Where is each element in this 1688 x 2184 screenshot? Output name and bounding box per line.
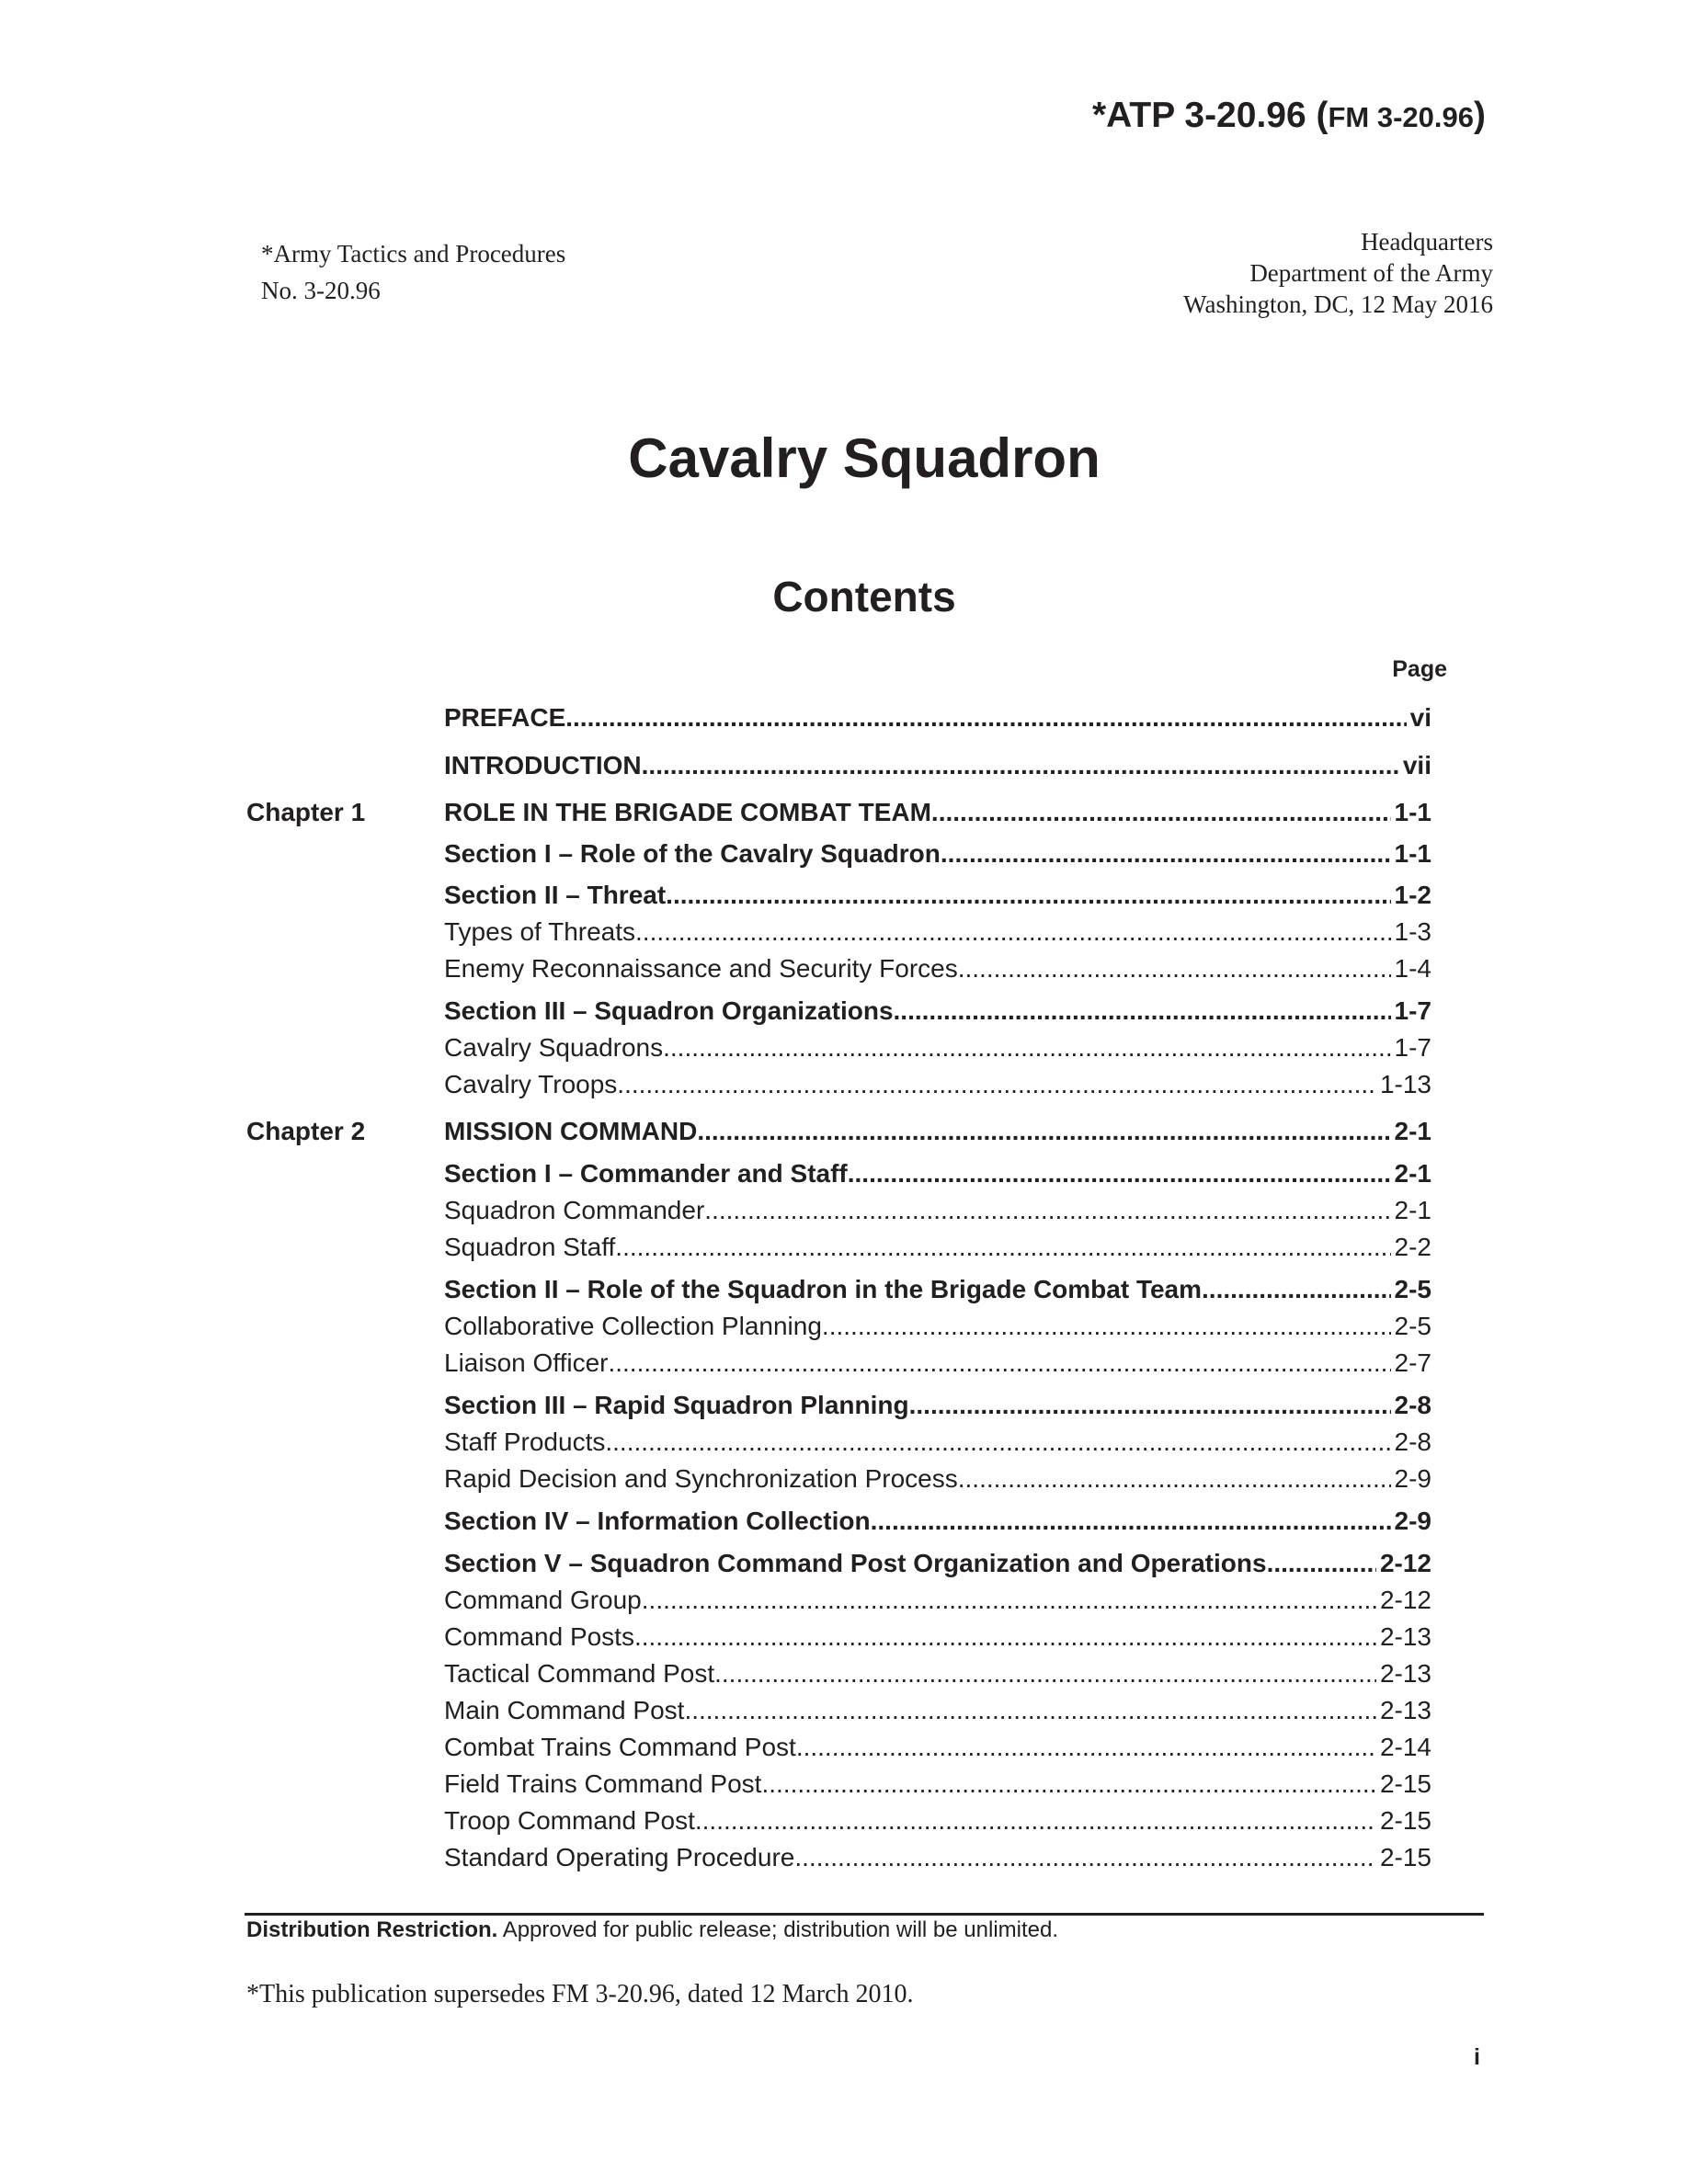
toc-entry-title: Squadron Staff [444, 1233, 616, 1261]
dot-leader [608, 1346, 1390, 1381]
toc-entry-title: Enemy Reconnaissance and Security Forces [444, 954, 958, 983]
location-date-line: Washington, DC, 12 May 2016 [1183, 290, 1493, 318]
toc-entry-page: 2-13 [1379, 1696, 1431, 1724]
dot-leader [704, 1193, 1390, 1228]
document-number [1092, 96, 1486, 136]
toc-entry-title: Rapid Decision and Synchronization Process [444, 1464, 958, 1493]
toc-entry-page: 1-2 [1394, 881, 1431, 909]
toc-entry [0, 1693, 1688, 1728]
toc-entry-page: vii [1402, 751, 1431, 779]
dot-leader [848, 1156, 1391, 1191]
dot-leader [871, 1504, 1391, 1539]
toc-entry-line [444, 878, 1431, 913]
doc-number-close: ) [1474, 96, 1486, 135]
toc-entry [0, 1346, 1688, 1381]
toc-entry [0, 836, 1688, 871]
toc-entry-page: 2-2 [1394, 1233, 1431, 1261]
toc-entry-title: Squadron Commander [444, 1196, 705, 1224]
toc-entry-line [444, 951, 1431, 986]
toc-entry [0, 1156, 1688, 1191]
toc-entry-page: 1-7 [1394, 996, 1431, 1025]
toc-entry-title: Field Trains Command Post [444, 1769, 762, 1798]
toc-entry-page: 2-12 [1379, 1549, 1431, 1577]
toc-entry-page: 2-13 [1379, 1622, 1431, 1651]
toc-entry-line [444, 700, 1431, 735]
contents-heading: Contents [772, 573, 956, 620]
toc-entry-title: Command Posts [444, 1622, 634, 1651]
toc-entry-title: PREFACE [444, 703, 566, 732]
publication-id-block [261, 235, 565, 309]
toc-entry-title: Section IV – Information Collection [444, 1507, 871, 1535]
toc-entry-title: Section II – Threat [444, 881, 667, 909]
toc-entry-title: Section I – Commander and Staff [444, 1159, 848, 1188]
dot-leader [697, 1114, 1390, 1149]
toc-entry [0, 994, 1688, 1029]
toc-entry-line [444, 1425, 1431, 1460]
dot-leader [642, 1583, 1376, 1618]
supersedes-note: *This publication supersedes FM 3-20.96, dated 12 March 2010. [246, 1980, 914, 2008]
toc-entry-line [444, 1462, 1431, 1496]
toc-entry-line [444, 1156, 1431, 1191]
toc-entry-page: 2-15 [1379, 1843, 1431, 1871]
toc-entry-page: 2-1 [1394, 1196, 1431, 1224]
dot-leader [761, 1767, 1375, 1802]
toc-entry [0, 1230, 1688, 1265]
toc-entry-title: Section III – Rapid Squadron Planning [444, 1391, 909, 1419]
toc-entry-line [444, 1583, 1431, 1618]
toc-entry-line [444, 795, 1431, 830]
toc-entry-title: Types of Threats [444, 917, 636, 946]
toc-entry [0, 1272, 1688, 1307]
toc-entry-line [444, 1693, 1431, 1728]
publication-type: *Army Tactics and Procedures [261, 240, 566, 267]
dot-leader [794, 1840, 1376, 1875]
document-title: Cavalry Squadron [628, 427, 1101, 489]
toc-entry-line [444, 1656, 1431, 1691]
toc-entry [0, 1803, 1688, 1838]
toc-entry-page: 2-5 [1394, 1312, 1431, 1340]
toc-entry-title: Standard Operating Procedure [444, 1843, 795, 1871]
distribution-label: Distribution Restriction. [246, 1917, 498, 1942]
headquarters-line: Headquarters [1361, 228, 1493, 256]
toc-chapter-label: Chapter 2 [246, 1117, 366, 1145]
toc-entry-page: 2-8 [1394, 1391, 1431, 1419]
toc-entry-line [444, 1388, 1431, 1423]
distribution-restriction [246, 1917, 1058, 1943]
toc-entry-page: 2-15 [1379, 1769, 1431, 1798]
toc-entry-line [444, 1840, 1431, 1875]
toc-entry [0, 878, 1688, 913]
dot-leader [958, 1462, 1391, 1496]
page-column-label: Page [1392, 656, 1447, 682]
toc-entry-title: Cavalry Troops [444, 1070, 618, 1098]
toc-entry-page: 1-1 [1394, 839, 1431, 868]
toc-entry-title: Main Command Post [444, 1696, 685, 1724]
toc-entry [0, 1193, 1688, 1228]
toc-entry-line [444, 994, 1431, 1029]
dot-leader [565, 700, 1406, 735]
toc-entry [0, 1730, 1688, 1765]
toc-entry-page: 1-7 [1394, 1033, 1431, 1062]
dot-leader [931, 795, 1391, 830]
toc-entry-title: Liaison Officer [444, 1348, 609, 1377]
dot-leader [1267, 1546, 1376, 1581]
toc-entry-line [444, 1767, 1431, 1802]
toc-chapter-label: Chapter 1 [246, 798, 366, 826]
toc-entry-title: Troop Command Post [444, 1806, 695, 1835]
footer-divider [245, 1913, 1484, 1916]
toc-entry [0, 1840, 1688, 1875]
toc-entry-page: 2-15 [1379, 1806, 1431, 1835]
page-number: i [1474, 2044, 1480, 2070]
toc-entry-line [444, 1230, 1431, 1265]
toc-entry-page: 1-1 [1394, 798, 1431, 826]
toc-entry [0, 748, 1688, 783]
toc-entry-line [444, 1730, 1431, 1765]
toc-entry-line [444, 1067, 1431, 1102]
dot-leader [615, 1230, 1390, 1265]
toc-entry [0, 915, 1688, 950]
toc-entry [0, 1546, 1688, 1581]
dot-leader [642, 748, 1399, 783]
toc-entry-page: 2-7 [1394, 1348, 1431, 1377]
toc-entry [0, 1620, 1688, 1655]
dot-leader [695, 1803, 1376, 1838]
toc-entry-line [444, 1193, 1431, 1228]
toc-entry-page: 2-1 [1394, 1117, 1431, 1145]
doc-number-main: *ATP 3-20.96 ( [1091, 96, 1329, 135]
dot-leader [663, 1030, 1390, 1065]
toc-entry-page: 2-1 [1394, 1159, 1431, 1188]
dot-leader [909, 1388, 1391, 1423]
toc-entry-title: MISSION COMMAND [444, 1117, 698, 1145]
toc-entry-line [444, 1114, 1431, 1149]
toc-entry-page: 1-13 [1379, 1070, 1431, 1098]
toc-entry [0, 1309, 1688, 1344]
dot-leader [958, 951, 1391, 986]
dot-leader [666, 878, 1390, 913]
headquarters-block [1183, 226, 1493, 320]
toc-entry-line [444, 1504, 1431, 1539]
dot-leader [634, 1620, 1376, 1655]
toc-entry-page: 2-14 [1379, 1733, 1431, 1761]
dot-leader [941, 836, 1391, 871]
dot-leader [617, 1067, 1376, 1102]
toc-entry [0, 1388, 1688, 1423]
toc-entry [0, 1030, 1688, 1065]
toc-entry-line [444, 836, 1431, 871]
toc-entry-title: ROLE IN THE BRIGADE COMBAT TEAM [444, 798, 931, 826]
toc-entry-line [444, 1309, 1431, 1344]
toc-entry [0, 1504, 1688, 1539]
dot-leader [796, 1730, 1376, 1765]
distribution-text: Approved for public release; distribution will be unlimited. [497, 1917, 1058, 1942]
toc-entry [0, 1767, 1688, 1802]
toc-entry [0, 795, 1688, 830]
toc-entry-title: Cavalry Squadrons [444, 1033, 664, 1062]
toc-entry-page: 2-12 [1379, 1586, 1431, 1614]
dot-leader [605, 1425, 1390, 1460]
toc-entry-line [444, 1620, 1431, 1655]
toc-entry-title: Tactical Command Post [444, 1659, 715, 1688]
toc-entry-page: vi [1409, 703, 1431, 732]
toc-entry [0, 1583, 1688, 1618]
toc-entry-title: Command Group [444, 1586, 642, 1614]
dot-leader [822, 1309, 1391, 1344]
toc-entry-page: 1-3 [1394, 917, 1431, 946]
department-line: Department of the Army [1249, 259, 1493, 287]
dot-leader [1202, 1272, 1391, 1307]
toc-entry-page: 1-4 [1394, 954, 1431, 983]
toc-entry [0, 1114, 1688, 1149]
dot-leader [894, 994, 1391, 1029]
toc-entry [0, 951, 1688, 986]
toc-entry-line [444, 1546, 1431, 1581]
toc-entry-title: INTRODUCTION [444, 751, 642, 779]
doc-number-superseded: FM 3-20.96 [1328, 101, 1474, 133]
toc-entry-title: Section II – Role of the Squadron in the Brigade Combat Team [444, 1275, 1203, 1303]
toc-entry [0, 1462, 1688, 1496]
toc-entry-title: Staff Products [444, 1428, 606, 1456]
dot-leader [684, 1693, 1376, 1728]
toc-entry-page: 2-9 [1394, 1507, 1431, 1535]
toc-entry [0, 1425, 1688, 1460]
toc-entry-page: 2-8 [1394, 1428, 1431, 1456]
toc-entry-page: 2-5 [1394, 1275, 1431, 1303]
toc-entry-line [444, 1030, 1431, 1065]
toc-entry [0, 1656, 1688, 1691]
publication-number: No. 3-20.96 [261, 277, 381, 304]
toc-entry-title: Collaborative Collection Planning [444, 1312, 822, 1340]
dot-leader [714, 1656, 1376, 1691]
dot-leader [635, 915, 1391, 950]
toc-entry-line [444, 915, 1431, 950]
toc-entry-line [444, 748, 1431, 783]
toc-entry-title: Section V – Squadron Command Post Organization and Operations [444, 1549, 1267, 1577]
toc-entry-title: Combat Trains Command Post [444, 1733, 796, 1761]
toc-entry-line [444, 1272, 1431, 1307]
toc-entry-title: Section III – Squadron Organizations [444, 996, 894, 1025]
toc-entry-line [444, 1803, 1431, 1838]
toc-entry-page: 2-9 [1394, 1464, 1431, 1493]
toc-entry [0, 1067, 1688, 1102]
toc-entry-line [444, 1346, 1431, 1381]
toc-entry [0, 700, 1688, 735]
toc-entry-page: 2-13 [1379, 1659, 1431, 1688]
toc-entry-title: Section I – Role of the Cavalry Squadron [444, 839, 941, 868]
